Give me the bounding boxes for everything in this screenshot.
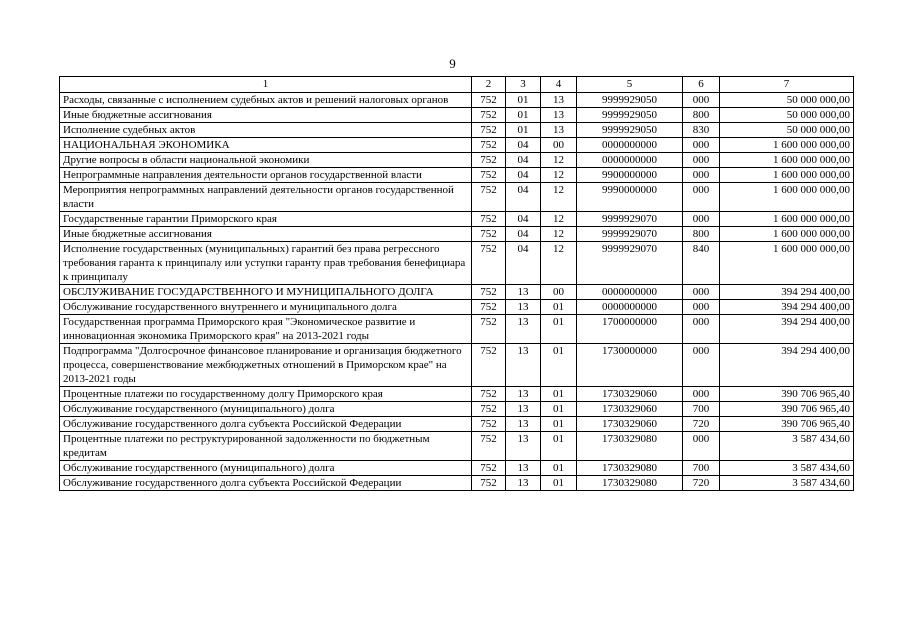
cell-expense-type: 000	[683, 138, 720, 153]
cell-target-article: 0000000000	[577, 138, 683, 153]
table-row	[60, 402, 854, 417]
cell-expense-type: 000	[683, 93, 720, 108]
cell-target-article: 9999929070	[577, 227, 683, 242]
table-row	[60, 417, 854, 432]
cell-amount: 50 000 000,00	[720, 108, 854, 123]
header-col-2: 2	[472, 77, 506, 93]
cell-amount: 394 294 400,00	[720, 285, 854, 300]
cell-section-code: 13	[506, 402, 541, 417]
cell-expense-type: 000	[683, 168, 720, 183]
cell-target-article: 1730329060	[577, 417, 683, 432]
cell-expense-type: 800	[683, 227, 720, 242]
cell-expense-type: 000	[683, 300, 720, 315]
cell-amount: 394 294 400,00	[720, 300, 854, 315]
cell-subsection-code: 12	[541, 153, 577, 168]
cell-expense-type: 720	[683, 476, 720, 491]
cell-ministry-code: 752	[472, 227, 506, 242]
cell-expense-type: 700	[683, 402, 720, 417]
cell-expense-type: 840	[683, 242, 720, 285]
cell-target-article: 0000000000	[577, 153, 683, 168]
cell-expense-type: 830	[683, 123, 720, 138]
cell-subsection-code: 12	[541, 212, 577, 227]
cell-subsection-code: 01	[541, 402, 577, 417]
cell-target-article: 1730329080	[577, 432, 683, 461]
cell-subsection-code: 01	[541, 300, 577, 315]
table-row	[60, 153, 854, 168]
cell-target-article: 0000000000	[577, 285, 683, 300]
cell-item-name: Государственные гарантии Приморского края	[60, 212, 472, 227]
cell-expense-type: 000	[683, 285, 720, 300]
cell-section-code: 04	[506, 227, 541, 242]
cell-item-name: Мероприятия непрограммных направлений деятельности органов государственной власти	[60, 183, 472, 212]
header-col-3: 3	[506, 77, 541, 93]
cell-section-code: 13	[506, 417, 541, 432]
table-row	[60, 183, 854, 212]
cell-section-code: 13	[506, 476, 541, 491]
cell-ministry-code: 752	[472, 242, 506, 285]
cell-item-name: Исполнение государственных (муниципальных) гарантий без права регрессного требования гаранта к принципалу или уступки гаранту прав требования бенефициара к принципалу	[60, 242, 472, 285]
cell-ministry-code: 752	[472, 315, 506, 344]
cell-subsection-code: 13	[541, 93, 577, 108]
cell-amount: 3 587 434,60	[720, 432, 854, 461]
table-row	[60, 461, 854, 476]
table-row	[60, 168, 854, 183]
table-row	[60, 432, 854, 461]
cell-section-code: 13	[506, 344, 541, 387]
cell-item-name: Иные бюджетные ассигнования	[60, 108, 472, 123]
cell-item-name: Процентные платежи по реструктурированной задолженности по бюджетным кредитам	[60, 432, 472, 461]
cell-item-name: Процентные платежи по государственному долгу Приморского края	[60, 387, 472, 402]
header-col-4: 4	[541, 77, 577, 93]
table-body	[60, 93, 854, 491]
cell-amount: 1 600 000 000,00	[720, 227, 854, 242]
table-row	[60, 138, 854, 153]
cell-amount: 3 587 434,60	[720, 461, 854, 476]
cell-subsection-code: 01	[541, 344, 577, 387]
cell-subsection-code: 01	[541, 432, 577, 461]
cell-expense-type: 000	[683, 387, 720, 402]
cell-item-name: Подпрограмма "Долгосрочное финансовое планирование и организация бюджетного процесса, совершенствование межбюджетных отношений в Приморском крае" на 2013-2021 годы	[60, 344, 472, 387]
cell-amount: 1 600 000 000,00	[720, 242, 854, 285]
cell-ministry-code: 752	[472, 183, 506, 212]
cell-target-article: 1700000000	[577, 315, 683, 344]
cell-expense-type: 000	[683, 344, 720, 387]
cell-expense-type: 000	[683, 315, 720, 344]
cell-section-code: 13	[506, 387, 541, 402]
header-col-1: 1	[60, 77, 472, 93]
cell-expense-type: 000	[683, 183, 720, 212]
cell-amount: 1 600 000 000,00	[720, 168, 854, 183]
table-row	[60, 123, 854, 138]
cell-item-name: Обслуживание государственного (муниципального) долга	[60, 461, 472, 476]
cell-ministry-code: 752	[472, 138, 506, 153]
cell-ministry-code: 752	[472, 285, 506, 300]
cell-section-code: 04	[506, 212, 541, 227]
table-row	[60, 300, 854, 315]
cell-section-code: 04	[506, 168, 541, 183]
table-row	[60, 108, 854, 123]
table-header-row	[60, 77, 854, 93]
cell-subsection-code: 00	[541, 285, 577, 300]
cell-amount: 1 600 000 000,00	[720, 183, 854, 212]
cell-section-code: 04	[506, 242, 541, 285]
cell-amount: 394 294 400,00	[720, 315, 854, 344]
cell-ministry-code: 752	[472, 153, 506, 168]
header-col-7: 7	[720, 77, 854, 93]
cell-section-code: 13	[506, 285, 541, 300]
cell-ministry-code: 752	[472, 168, 506, 183]
cell-ministry-code: 752	[472, 123, 506, 138]
cell-ministry-code: 752	[472, 212, 506, 227]
cell-subsection-code: 12	[541, 227, 577, 242]
table-row	[60, 93, 854, 108]
cell-subsection-code: 12	[541, 242, 577, 285]
cell-expense-type: 000	[683, 212, 720, 227]
cell-section-code: 13	[506, 432, 541, 461]
table-row	[60, 344, 854, 387]
table-row	[60, 242, 854, 285]
cell-target-article: 9999929070	[577, 242, 683, 285]
cell-target-article: 1730329080	[577, 476, 683, 491]
cell-subsection-code: 01	[541, 315, 577, 344]
cell-target-article: 1730329060	[577, 387, 683, 402]
cell-ministry-code: 752	[472, 461, 506, 476]
cell-item-name: Обслуживание государственного внутреннего и муниципального долга	[60, 300, 472, 315]
cell-ministry-code: 752	[472, 402, 506, 417]
cell-expense-type: 000	[683, 153, 720, 168]
cell-subsection-code: 00	[541, 138, 577, 153]
cell-ministry-code: 752	[472, 432, 506, 461]
cell-expense-type: 800	[683, 108, 720, 123]
cell-target-article: 9999929050	[577, 108, 683, 123]
table-row	[60, 476, 854, 491]
cell-target-article: 0000000000	[577, 300, 683, 315]
cell-subsection-code: 12	[541, 183, 577, 212]
cell-target-article: 9900000000	[577, 168, 683, 183]
page-number: 9	[449, 56, 456, 71]
cell-amount: 390 706 965,40	[720, 387, 854, 402]
cell-amount: 390 706 965,40	[720, 417, 854, 432]
table-row	[60, 285, 854, 300]
cell-item-name: Обслуживание государственного долга субъекта Российской Федерации	[60, 417, 472, 432]
cell-amount: 390 706 965,40	[720, 402, 854, 417]
header-col-5: 5	[577, 77, 683, 93]
cell-subsection-code: 13	[541, 123, 577, 138]
table-row	[60, 387, 854, 402]
cell-ministry-code: 752	[472, 93, 506, 108]
cell-expense-type: 000	[683, 432, 720, 461]
cell-target-article: 1730000000	[577, 344, 683, 387]
cell-section-code: 13	[506, 300, 541, 315]
cell-item-name: Расходы, связанные с исполнением судебных актов и решений налоговых органов	[60, 93, 472, 108]
table-row	[60, 315, 854, 344]
cell-amount: 50 000 000,00	[720, 93, 854, 108]
cell-subsection-code: 01	[541, 387, 577, 402]
cell-amount: 1 600 000 000,00	[720, 153, 854, 168]
table-row	[60, 212, 854, 227]
budget-table	[59, 76, 854, 491]
cell-item-name: Обслуживание государственного долга субъекта Российской Федерации	[60, 476, 472, 491]
cell-subsection-code: 01	[541, 417, 577, 432]
cell-section-code: 01	[506, 93, 541, 108]
table-row	[60, 227, 854, 242]
cell-amount: 50 000 000,00	[720, 123, 854, 138]
cell-item-name: Другие вопросы в области национальной экономики	[60, 153, 472, 168]
cell-section-code: 04	[506, 138, 541, 153]
cell-section-code: 01	[506, 123, 541, 138]
cell-amount: 394 294 400,00	[720, 344, 854, 387]
cell-section-code: 04	[506, 183, 541, 212]
cell-subsection-code: 01	[541, 476, 577, 491]
cell-ministry-code: 752	[472, 108, 506, 123]
cell-item-name: ОБСЛУЖИВАНИЕ ГОСУДАРСТВЕННОГО И МУНИЦИПАЛЬНОГО ДОЛГА	[60, 285, 472, 300]
cell-ministry-code: 752	[472, 476, 506, 491]
cell-target-article: 9999929050	[577, 123, 683, 138]
cell-item-name: Иные бюджетные ассигнования	[60, 227, 472, 242]
cell-ministry-code: 752	[472, 417, 506, 432]
cell-subsection-code: 12	[541, 168, 577, 183]
cell-target-article: 1730329080	[577, 461, 683, 476]
cell-item-name: Непрограммные направления деятельности органов государственной власти	[60, 168, 472, 183]
cell-ministry-code: 752	[472, 300, 506, 315]
cell-item-name: Исполнение судебных актов	[60, 123, 472, 138]
cell-expense-type: 700	[683, 461, 720, 476]
cell-amount: 1 600 000 000,00	[720, 212, 854, 227]
cell-target-article: 9999929050	[577, 93, 683, 108]
cell-item-name: Государственная программа Приморского края "Экономическое развитие и инновационная экономика Приморского края" на 2013-2021 годы	[60, 315, 472, 344]
cell-section-code: 13	[506, 461, 541, 476]
cell-expense-type: 720	[683, 417, 720, 432]
cell-subsection-code: 13	[541, 108, 577, 123]
cell-target-article: 9999929070	[577, 212, 683, 227]
cell-ministry-code: 752	[472, 344, 506, 387]
cell-target-article: 9990000000	[577, 183, 683, 212]
cell-section-code: 04	[506, 153, 541, 168]
cell-item-name: НАЦИОНАЛЬНАЯ ЭКОНОМИКА	[60, 138, 472, 153]
cell-item-name: Обслуживание государственного (муниципального) долга	[60, 402, 472, 417]
header-col-6: 6	[683, 77, 720, 93]
cell-target-article: 1730329060	[577, 402, 683, 417]
cell-subsection-code: 01	[541, 461, 577, 476]
cell-section-code: 01	[506, 108, 541, 123]
cell-amount: 3 587 434,60	[720, 476, 854, 491]
cell-ministry-code: 752	[472, 387, 506, 402]
cell-amount: 1 600 000 000,00	[720, 138, 854, 153]
cell-section-code: 13	[506, 315, 541, 344]
